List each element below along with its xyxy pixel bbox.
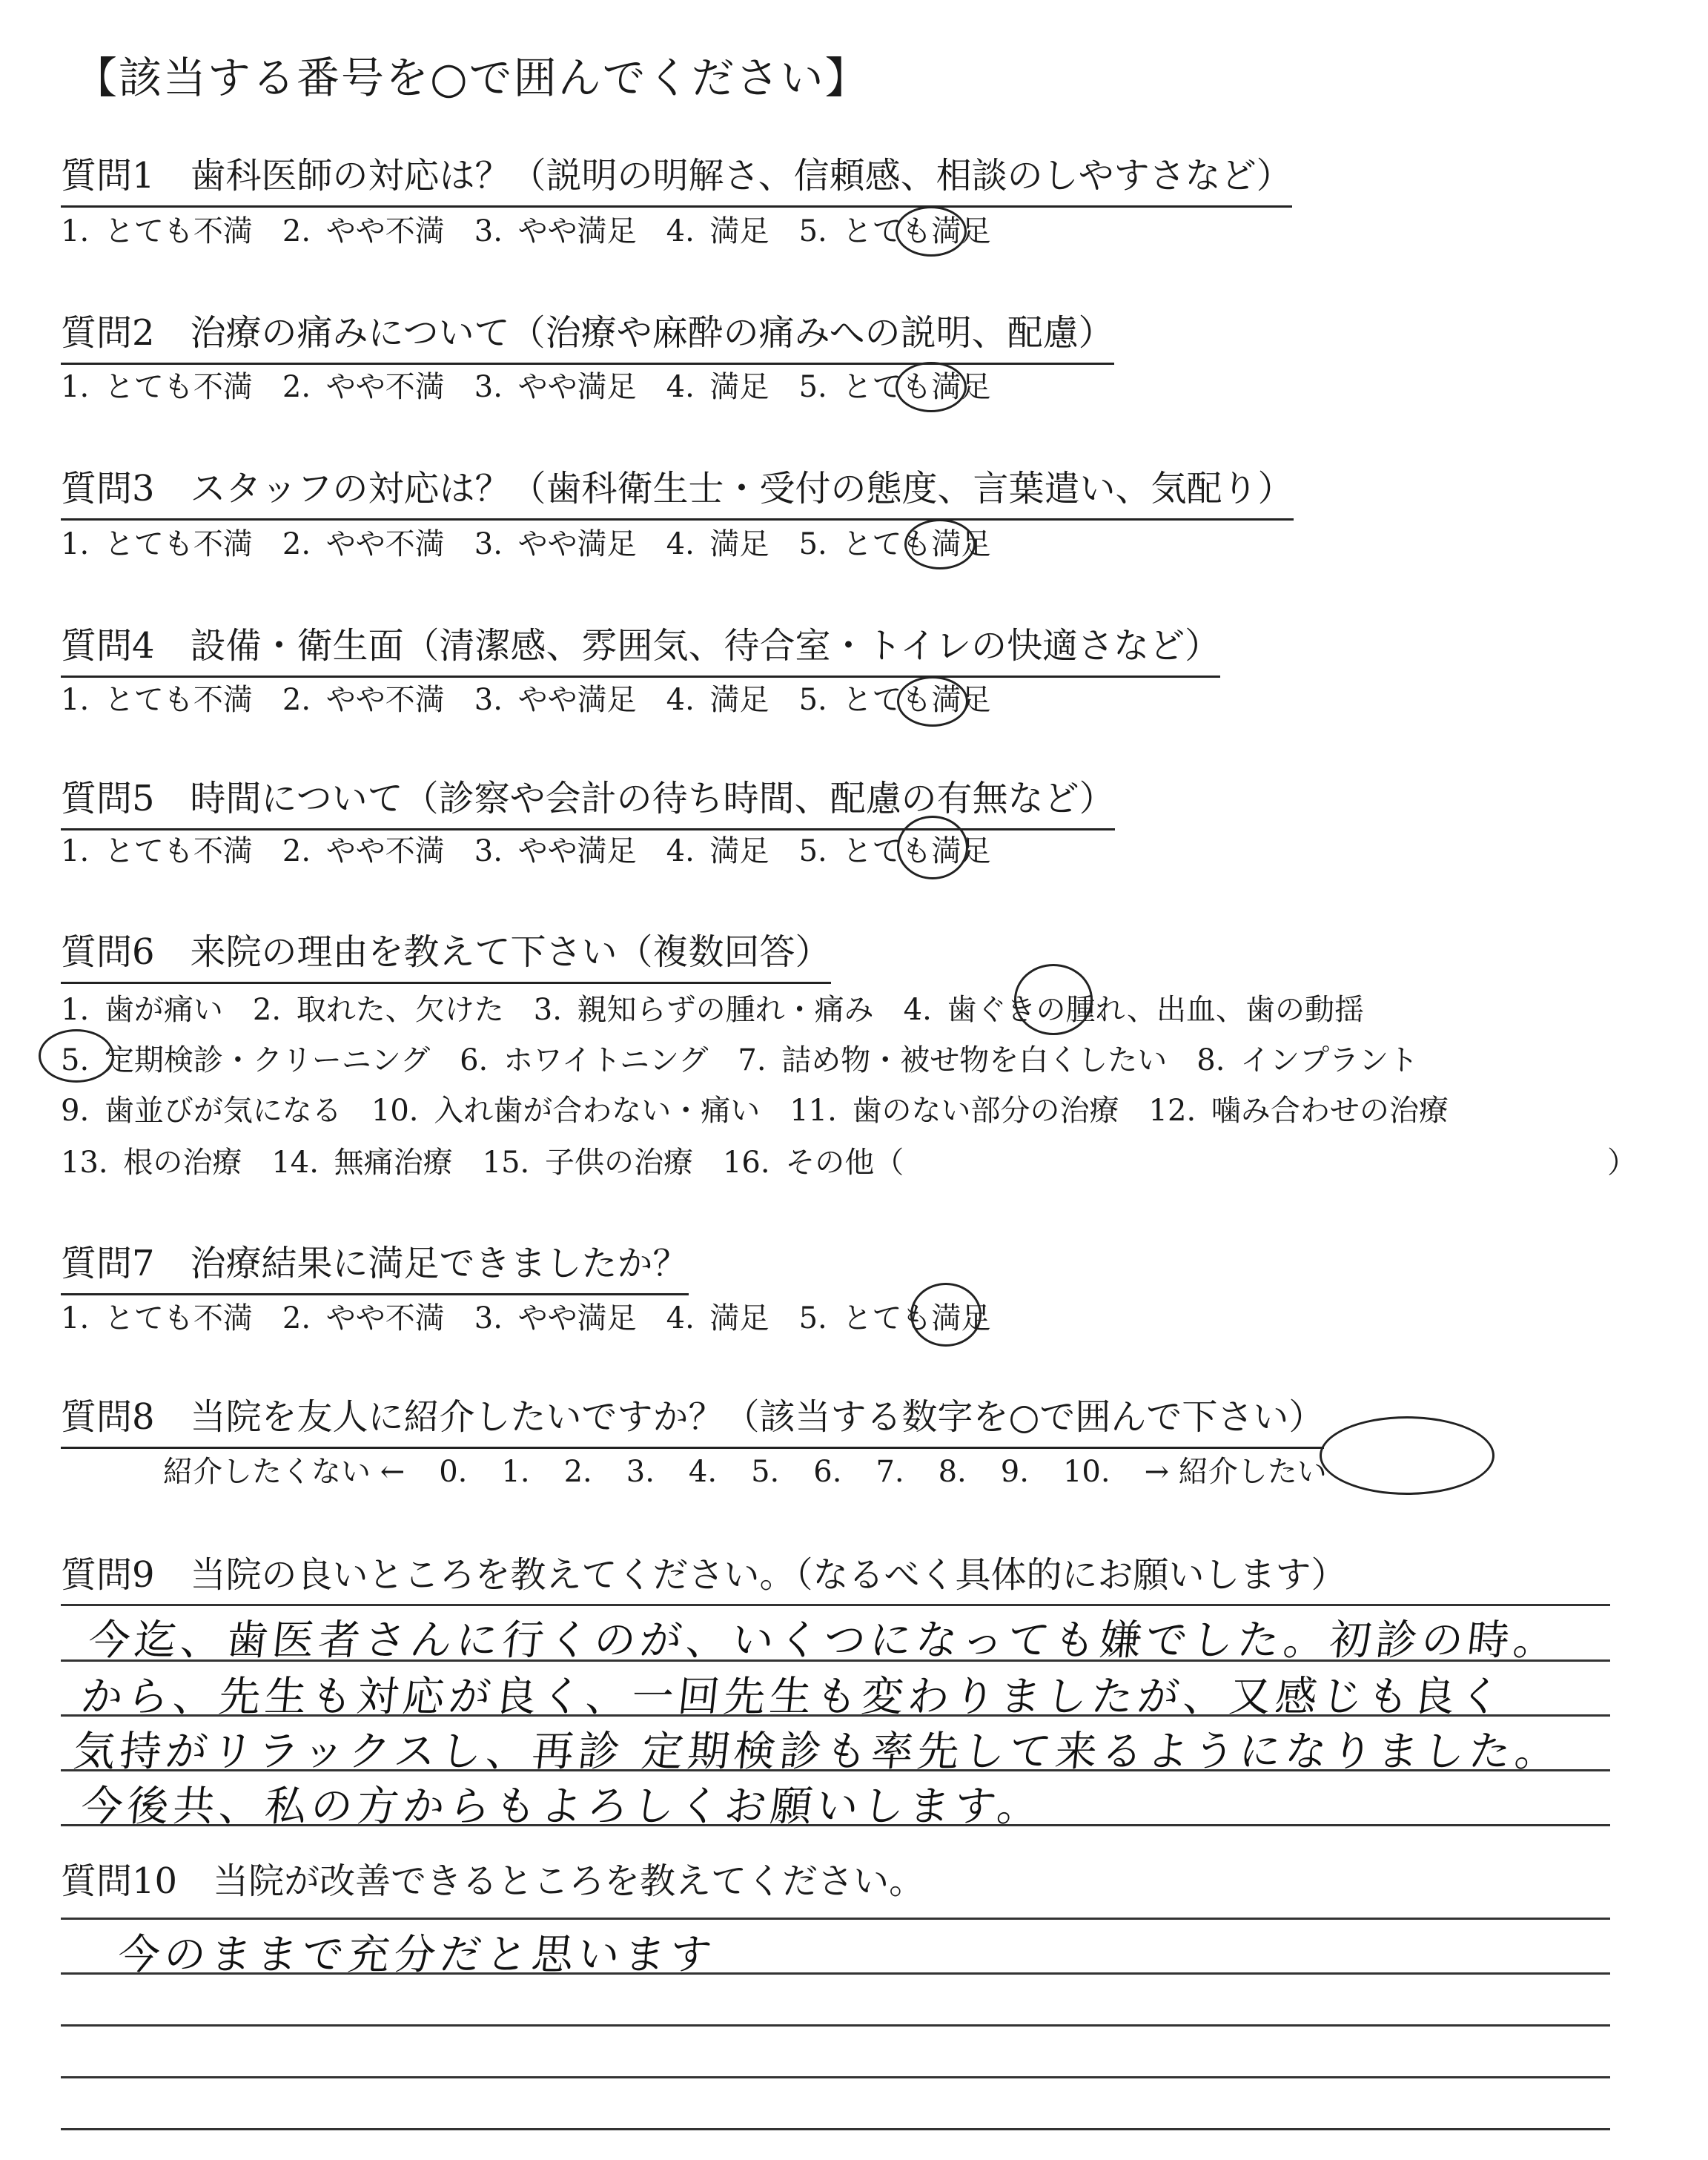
option-1[interactable]: 1. とても不満 bbox=[61, 834, 253, 868]
option-8[interactable]: 8. インプラント bbox=[1196, 1043, 1419, 1077]
option-3[interactable]: 3. やや満足 bbox=[474, 1301, 637, 1335]
option-4[interactable]: 4. 満足 bbox=[666, 1301, 769, 1335]
scale-9[interactable]: 9. bbox=[1000, 1455, 1029, 1489]
option-1[interactable]: 1. とても不満 bbox=[61, 214, 253, 248]
option-14[interactable]: 14. 無痛治療 bbox=[271, 1146, 453, 1180]
option-5[interactable]: 5. とても満足 bbox=[798, 370, 991, 404]
question-7-options bbox=[61, 1295, 1020, 1337]
option-3[interactable]: 3. やや満足 bbox=[474, 370, 637, 404]
option-1[interactable]: 1. とても不満 bbox=[61, 527, 253, 561]
option-5[interactable]: 5. とても満足 bbox=[798, 214, 991, 248]
option-4[interactable]: 4. 満足 bbox=[666, 214, 769, 248]
option-2[interactable]: 2. やや不満 bbox=[282, 527, 445, 561]
option-3[interactable]: 3. やや満足 bbox=[474, 527, 637, 561]
option-7[interactable]: 7. 詰め物・被せ物を白くしたい bbox=[738, 1043, 1168, 1077]
option-3[interactable]: 3. やや満足 bbox=[474, 834, 637, 868]
question-4-options bbox=[61, 676, 1020, 719]
question-5-options bbox=[61, 828, 1020, 870]
option-9[interactable]: 9. 歯並びが気になる bbox=[61, 1094, 342, 1128]
option-10[interactable]: 10. 入れ歯が合わない・痛い bbox=[371, 1094, 761, 1128]
option-3[interactable]: 3. やや満足 bbox=[474, 214, 637, 248]
question-1-options bbox=[61, 208, 1020, 250]
option-3[interactable]: 3. やや満足 bbox=[474, 683, 637, 717]
option-1[interactable]: 1. とても不満 bbox=[61, 683, 253, 717]
option-12[interactable]: 12. 噛み合わせの治療 bbox=[1148, 1094, 1449, 1128]
option-1[interactable]: 1. 歯が痛い bbox=[61, 993, 223, 1027]
question-6-line-2 bbox=[61, 1037, 1448, 1079]
scale-0[interactable]: 0. bbox=[439, 1455, 468, 1489]
answer-line bbox=[61, 1918, 1610, 1920]
question-6-line-1 bbox=[61, 986, 1394, 1028]
scale-1[interactable]: 1. bbox=[501, 1455, 530, 1489]
option-5[interactable]: 5. 定期検診・クリーニング bbox=[61, 1043, 431, 1077]
q10-answer[interactable]: 今のままで充分だと思います bbox=[116, 1931, 718, 1979]
q9-answer-line-1[interactable]: 今迄、歯医者さんに行くのが、いくつになっても嫌でした。初診の時。 bbox=[86, 1616, 1562, 1665]
option-13[interactable]: 13. 根の治療 bbox=[61, 1146, 242, 1180]
option-4[interactable]: 4. 満足 bbox=[666, 834, 769, 868]
scale-7[interactable]: 7. bbox=[875, 1455, 904, 1489]
question-6-line-4 bbox=[61, 1139, 933, 1181]
scale-3[interactable]: 3. bbox=[626, 1455, 655, 1489]
option-6[interactable]: 6. ホワイトニング bbox=[460, 1043, 709, 1077]
page-title: 【該当する番号を○で囲んでください】 bbox=[74, 53, 870, 103]
option-5[interactable]: 5. とても満足 bbox=[798, 527, 991, 561]
option-4[interactable]: 4. 満足 bbox=[666, 370, 769, 404]
question-2-options bbox=[61, 363, 1020, 406]
question-3-options bbox=[61, 521, 1020, 563]
option-4[interactable]: 4. 満足 bbox=[666, 527, 769, 561]
question-7-label: 質問7 治療結果に満足できましたか？ bbox=[61, 1235, 689, 1295]
q9-answer-line-4[interactable]: 今後共、私の方からもよろしくお願いします。 bbox=[79, 1783, 1046, 1831]
scale-5[interactable]: 5. bbox=[751, 1455, 780, 1489]
option-2[interactable]: 2. やや不満 bbox=[282, 214, 445, 248]
option-3[interactable]: 3. 親知らずの腫れ・痛み bbox=[533, 993, 874, 1027]
scale-2[interactable]: 2. bbox=[563, 1455, 592, 1489]
scale-8[interactable]: 8. bbox=[938, 1455, 967, 1489]
answer-line bbox=[61, 2128, 1610, 2130]
question-1-label: 質問1 歯科医師の対応は？（説明の明解さ、信頼感、相談のしやすさなど） bbox=[61, 147, 1292, 208]
question-2-label: 質問2 治療の痛みについて（治療や麻酔の痛みへの説明、配慮） bbox=[61, 304, 1114, 365]
scale-right-label[interactable]: → 紹介したい bbox=[1144, 1455, 1327, 1489]
answer-line bbox=[61, 2076, 1610, 2078]
other-close-paren: ） bbox=[1607, 1146, 1637, 1180]
option-5[interactable]: 5. とても満足 bbox=[798, 1301, 991, 1335]
question-6-line-3 bbox=[61, 1087, 1478, 1129]
option-15[interactable]: 15. 子供の治療 bbox=[482, 1146, 693, 1180]
scale-4[interactable]: 4. bbox=[688, 1455, 718, 1489]
option-2[interactable]: 2. 取れた、欠けた bbox=[252, 993, 504, 1027]
q9-answer-line-3[interactable]: 気持がリラックスし、再診 定期検診も率先して来るようになりました。 bbox=[71, 1728, 1564, 1776]
q9-answer-line-2[interactable]: から、先生も対応が良く、一回先生も変わりましたが、又感じも良く bbox=[79, 1673, 1508, 1721]
question-9-label: 質問9 当院の良いところを教えてください。（なるべく具体的にお願いします） bbox=[61, 1554, 1347, 1596]
scale-left-label: 紹介したくない ← bbox=[163, 1455, 406, 1489]
option-2[interactable]: 2. やや不満 bbox=[282, 370, 445, 404]
question-6-label: 質問6 来院の理由を教えて下さい（複数回答） bbox=[61, 923, 831, 984]
question-8-scale bbox=[163, 1448, 1361, 1490]
question-3-label: 質問3 スタッフの対応は？（歯科衛生士・受付の態度、言葉遣い、気配り） bbox=[61, 460, 1294, 521]
question-8-label: 質問8 当院を友人に紹介したいですか？（該当する数字を○で囲んで下さい） bbox=[61, 1388, 1324, 1449]
answer-line bbox=[61, 1604, 1610, 1606]
option-1[interactable]: 1. とても不満 bbox=[61, 370, 253, 404]
answer-line bbox=[61, 2024, 1610, 2027]
option-4[interactable]: 4. 満足 bbox=[666, 683, 769, 717]
question-5-label: 質問5 時間について（診察や会計の待ち時間、配慮の有無など） bbox=[61, 770, 1115, 830]
option-2[interactable]: 2. やや不満 bbox=[282, 834, 445, 868]
option-5[interactable]: 5. とても満足 bbox=[798, 683, 991, 717]
option-11[interactable]: 11. 歯のない部分の治療 bbox=[790, 1094, 1119, 1128]
scale-10[interactable]: 10. bbox=[1062, 1455, 1110, 1489]
option-2[interactable]: 2. やや不満 bbox=[282, 683, 445, 717]
option-1[interactable]: 1. とても不満 bbox=[61, 1301, 253, 1335]
question-4-label: 質問4 設備・衛生面（清潔感、雰囲気、待合室・トイレの快適さなど） bbox=[61, 617, 1220, 678]
option-5[interactable]: 5. とても満足 bbox=[798, 834, 991, 868]
option-2[interactable]: 2. やや不満 bbox=[282, 1301, 445, 1335]
question-10-label: 質問10 当院が改善できるところを教えてください。 bbox=[61, 1860, 925, 1902]
scale-6[interactable]: 6. bbox=[813, 1455, 842, 1489]
option-16[interactable]: 16. その他（ bbox=[722, 1146, 904, 1180]
option-4[interactable]: 4. 歯ぐきの腫れ、出血、歯の動揺 bbox=[903, 993, 1364, 1027]
